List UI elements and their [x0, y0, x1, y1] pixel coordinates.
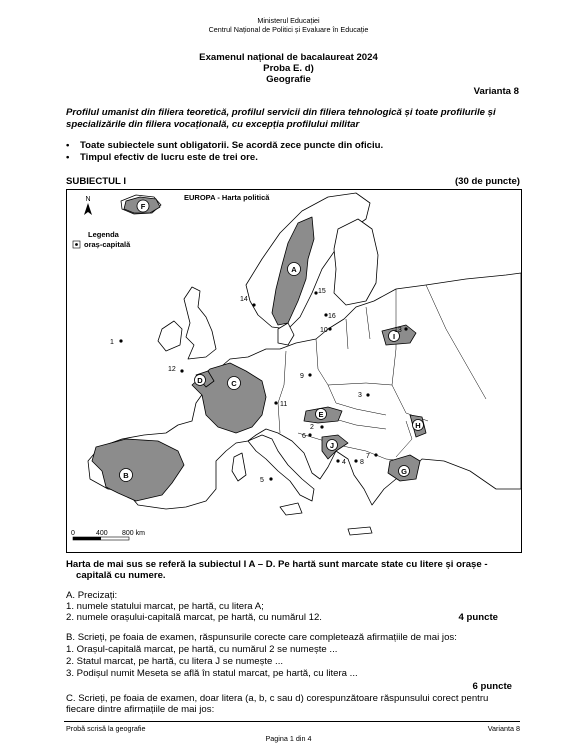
svg-text:9: 9 [300, 373, 304, 380]
exam-title: Examenul național de bacalaureat 2024 [199, 52, 378, 63]
state-C-marker [228, 377, 241, 390]
svg-text:J: J [329, 441, 335, 450]
finland-shape [334, 219, 378, 305]
svg-text:12: 12 [168, 366, 176, 373]
partC-line-2: fiecare dintre afirmațiile de mai jos: [66, 704, 215, 715]
map-title: EUROPA - Harta politică [184, 193, 270, 202]
svg-text:10: 10 [320, 327, 328, 334]
svg-text:7: 7 [366, 453, 370, 460]
state-B-marker [120, 469, 133, 482]
svg-text:11: 11 [280, 401, 288, 408]
partA-points: 4 puncte [458, 612, 498, 623]
partB-item-1: 1. Orașul-capitală marcat, pe hartă, cu numărul 2 se numește ... [66, 644, 338, 655]
state-G-marker [399, 466, 410, 477]
partC-line-1: C. Scrieți, pe foaia de examen, doar litera (a, b, c sau d) corespunzătoare răspunsului corect pentru [66, 693, 489, 704]
svg-text:G: G [401, 467, 407, 476]
svg-text:N: N [85, 196, 91, 203]
svg-text:13: 13 [394, 327, 402, 334]
svg-text:3: 3 [358, 392, 362, 399]
map-intro-1: Harta de mai sus se referă la subiectul I A – D. Pe hartă sunt marcate state cu litere și orașe - [66, 559, 488, 570]
europe-political-map [66, 189, 522, 553]
ministry-name: Ministerul Educației [257, 16, 320, 25]
svg-text:8: 8 [360, 459, 364, 466]
profile-text-2: specializările din filiera vocațională, cu excepția profilului militar [66, 119, 360, 130]
svg-text:oraș-capitală: oraș-capitală [84, 240, 131, 249]
svg-text:F: F [140, 202, 146, 211]
footer-divider [64, 721, 520, 722]
proba-label: Proba E. d) [263, 63, 314, 74]
partB-points: 6 puncte [472, 681, 512, 692]
svg-text:15: 15 [318, 288, 326, 295]
svg-text:6: 6 [302, 433, 306, 440]
svg-text:0: 0 [71, 530, 75, 537]
footer-left: Probă scrisă la geografie [66, 724, 146, 733]
state-J-marker [327, 440, 338, 451]
svg-text:I: I [392, 332, 396, 341]
center-name: Centrul Național de Politici și Evaluare în Educație [208, 25, 369, 34]
svg-text:D: D [197, 376, 203, 385]
page-number: Pagina 1 din 4 [265, 734, 312, 743]
footer-right: Varianta 8 [487, 724, 520, 733]
bullet-item-2: • Timpul efectiv de lucru este de trei ore. [70, 152, 258, 163]
svg-text:A: A [291, 265, 297, 274]
section-points: (30 de puncte) [454, 176, 520, 187]
partB-item-3: 3. Podișul numit Meseta se află în statul marcat, pe hartă, cu litera ... [66, 668, 358, 679]
section-title: SUBIECTUL I [66, 176, 127, 187]
partB-title: B. Scrieți, pe foaia de examen, răspunsurile corecte care completează afirmațiile de mai jos: [66, 632, 457, 643]
svg-text:4: 4 [342, 459, 346, 466]
partA-item-1: 1. numele statului marcat, pe hartă, cu litera A; [66, 601, 264, 612]
partB-item-2: 2. Statul marcat, pe hartă, cu litera J se numește ... [66, 656, 284, 667]
svg-text:14: 14 [240, 296, 248, 303]
profile-text-1: Profilul umanist din filiera teoretică, profilul servicii din filiera tehnologică și toate profilurile și [66, 107, 496, 118]
svg-text:5: 5 [260, 477, 264, 484]
svg-text:E: E [318, 410, 324, 419]
state-E-marker [316, 409, 327, 420]
svg-text:2: 2 [310, 424, 314, 431]
svg-text:Legenda: Legenda [88, 230, 119, 239]
map-intro-2: capitală cu numere. [76, 570, 166, 581]
svg-text:400: 400 [96, 530, 108, 537]
state-F-marker [137, 200, 149, 212]
svg-text:C: C [231, 379, 237, 388]
subject-label: Geografie [266, 74, 311, 85]
svg-text:800 km: 800 km [122, 530, 145, 537]
state-H-marker [413, 420, 424, 431]
partA-item-2: 2. numele orașului-capitală marcat, pe hartă, cu numărul 12. [66, 612, 322, 623]
variant-label: Varianta 8 [473, 86, 519, 97]
svg-text:16: 16 [328, 313, 336, 320]
bullet-item-1: • Toate subiectele sunt obligatorii. Se acordă zece puncte din oficiu. [70, 140, 383, 151]
state-A-marker [288, 263, 301, 276]
state-D-marker [195, 375, 206, 386]
svg-text:H: H [415, 421, 421, 430]
svg-text:1: 1 [110, 339, 114, 346]
partA-title: A. Precizați: [66, 590, 118, 601]
svg-text:B: B [123, 471, 129, 480]
